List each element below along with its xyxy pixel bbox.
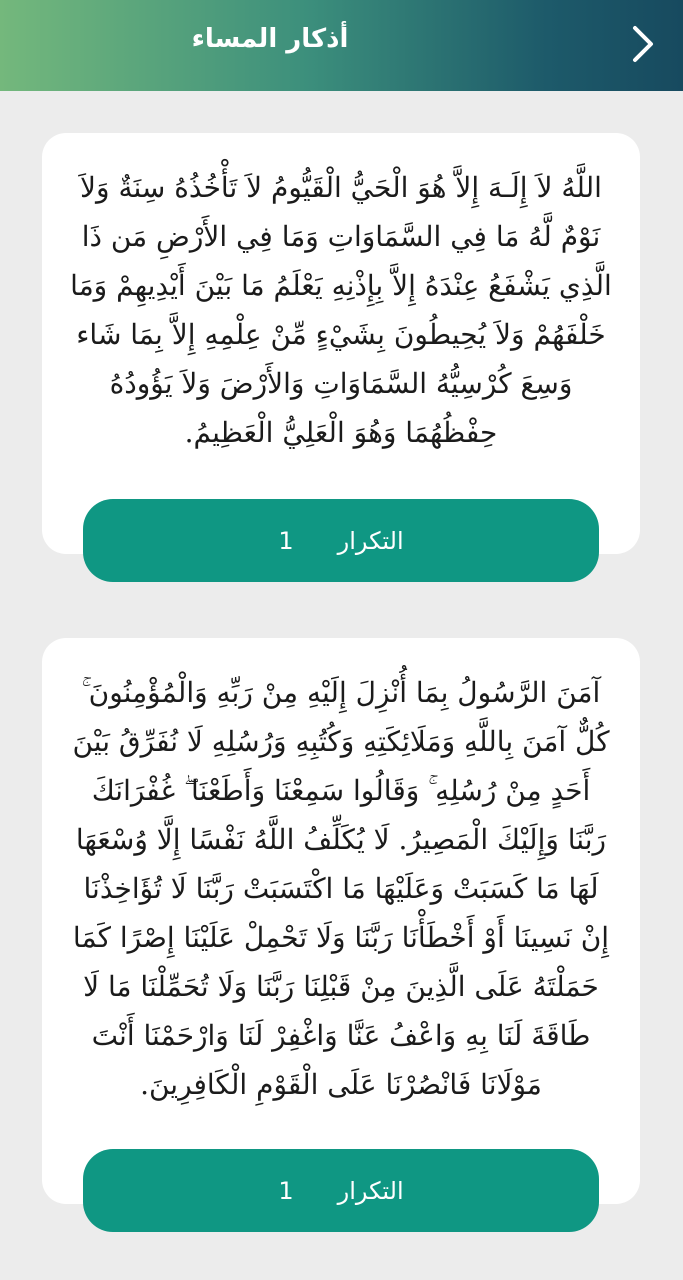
counter-label: التكرار — [337, 526, 404, 555]
zikr-card — [42, 133, 640, 554]
counter-value: 1 — [278, 526, 294, 555]
zikr-text: اللَّهُ لاَ إِلَـهَ إِلاَّ هُوَ الْحَيُّ الْقَيُّومُ لاَ تَأْخُذُهُ سِنَةٌ وَلاَ نَوْمٌ لَّهُ مَا فِي السَّمَاوَاتِ وَمَا فِي الأَرْضِ مَن ذَا الَّذِي يَشْفَعُ عِنْدَهُ إِلاَّ بِإِذْنِهِ يَعْلَمُ مَا بَيْنَ أَيْدِيهِمْ وَمَا خَلْفَهُمْ وَلاَ يُحِيطُونَ بِشَيْءٍ مِّنْ عِلْمِهِ إِلاَّ بِمَا شَاء وَسِعَ كُرْسِيُّهُ السَّمَاوَاتِ وَالأَرْضَ وَلاَ يَؤُودُهُ حِفْظُهُمَا وَهُوَ الْعَلِيُّ الْعَظِيمُ. — [70, 171, 612, 449]
zikr-text: آمَنَ الرَّسُولُ بِمَا أُنْزِلَ إِلَيْهِ مِنْ رَبِّهِ وَالْمُؤْمِنُونَ ۚ كُلٌّ آمَنَ بِاللَّهِ وَمَلَائِكَتِهِ وَكُتُبِهِ وَرُسُلِهِ لَا نُفَرِّقُ بَيْنَ أَحَدٍ مِنْ رُسُلِهِ ۚ وَقَالُوا سَمِعْنَا وَأَطَعْنَا ۖ غُفْرَانَكَ رَبَّنَا وَإِلَيْكَ الْمَصِيرُ. لَا يُكَلِّفُ اللَّهُ نَفْسًا إِلَّا وُسْعَهَا لَهَا مَا كَسَبَتْ وَعَلَيْهَا مَا اكْتَسَبَتْ رَبَّنَا لَا تُؤَاخِذْنَا إِنْ نَسِينَا أَوْ أَخْطَأْنَا رَبَّنَا وَلَا تَحْمِلْ عَلَيْنَا إِصْرًا كَمَا حَمَلْتَهُ عَلَى الَّذِينَ مِنْ قَبْلِنَا رَبَّنَا وَلَا تُحَمِّلْنَا مَا لَا طَاقَةَ لَنَا بِهِ وَاعْفُ عَنَّا وَاغْفِرْ لَنَا وَارْحَمْنَا أَنْتَ مَوْلَانَا فَانْصُرْنَا عَلَى الْقَوْمِ الْكَافِرِينَ. — [72, 676, 610, 1101]
repeat-counter-button[interactable] — [83, 1149, 599, 1232]
app-header — [0, 0, 683, 91]
back-button[interactable] — [623, 22, 663, 66]
zikr-card — [42, 638, 640, 1204]
repeat-counter-button[interactable] — [83, 499, 599, 582]
counter-value: 1 — [278, 1176, 294, 1205]
chevron-right-icon — [630, 24, 656, 64]
counter-label: التكرار — [337, 1176, 404, 1205]
page-title: أذكار المساء — [191, 24, 349, 54]
